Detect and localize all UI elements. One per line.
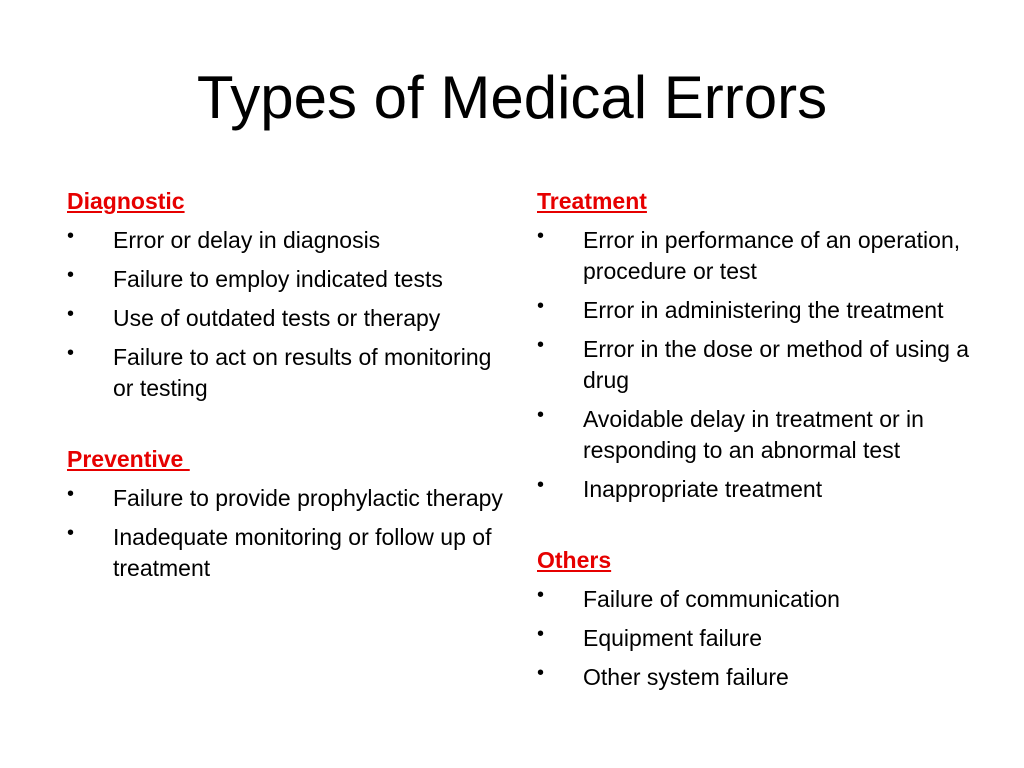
section-heading: Others <box>537 547 612 573</box>
list-item <box>537 334 977 396</box>
bullet-icon: • <box>537 295 545 317</box>
list-item <box>537 404 977 466</box>
list-item <box>537 225 977 287</box>
bullet-icon: • <box>537 404 545 426</box>
bullet-icon: • <box>537 225 545 247</box>
list-item <box>67 303 507 334</box>
list-item <box>67 483 507 514</box>
section-spacer <box>67 412 507 444</box>
bullet-icon: • <box>67 483 75 505</box>
list-item-text: Failure to provide prophylactic therapy <box>113 485 503 511</box>
bullet-icon: • <box>67 264 75 286</box>
section-heading: Preventive <box>67 446 190 472</box>
list-item <box>67 225 507 256</box>
list-item-text: Failure to employ indicated tests <box>113 266 443 292</box>
section-diagnostic <box>67 186 507 404</box>
bullet-list <box>67 225 507 404</box>
list-item-text: Error in performance of an operation, procedure or test <box>583 227 961 284</box>
section-heading: Treatment <box>537 188 647 214</box>
bullet-icon: • <box>537 584 545 606</box>
section-spacer <box>537 513 977 545</box>
bullet-icon: • <box>537 662 545 684</box>
bullet-list <box>537 584 977 693</box>
list-item <box>537 295 977 326</box>
slide-title: Types of Medical Errors <box>196 64 828 131</box>
list-item <box>537 623 977 654</box>
list-item-text: Failure to act on results of monitoring or testing <box>113 344 492 401</box>
list-item-text: Inappropriate treatment <box>583 476 823 502</box>
bullet-icon: • <box>537 474 545 496</box>
bullet-icon: • <box>67 522 75 544</box>
list-item-text: Avoidable delay in treatment or in responding to an abnormal test <box>583 406 924 463</box>
list-item <box>537 662 977 693</box>
list-item-text: Error in the dose or method of using a drug <box>583 336 970 393</box>
list-item-text: Other system failure <box>583 664 789 690</box>
list-item <box>537 584 977 615</box>
list-item <box>67 522 507 584</box>
left-column <box>67 186 507 592</box>
list-item-text: Failure of communication <box>583 586 840 612</box>
bullet-list <box>537 225 977 505</box>
list-item-text: Use of outdated tests or therapy <box>113 305 441 331</box>
bullet-icon: • <box>67 303 75 325</box>
list-item-text: Error in administering the treatment <box>583 297 944 323</box>
bullet-icon: • <box>537 623 545 645</box>
list-item <box>67 264 507 295</box>
section-heading: Diagnostic <box>67 188 185 214</box>
section-others <box>537 545 977 693</box>
bullet-icon: • <box>67 225 75 247</box>
bullet-list <box>67 483 507 584</box>
list-item <box>537 474 977 505</box>
list-item-text: Inadequate monitoring or follow up of treatment <box>113 524 492 581</box>
bullet-icon: • <box>67 342 75 364</box>
list-item-text: Error or delay in diagnosis <box>113 227 381 253</box>
bullet-icon: • <box>537 334 545 356</box>
right-column <box>537 186 977 701</box>
list-item-text: Equipment failure <box>583 625 762 651</box>
section-preventive <box>67 444 507 584</box>
section-treatment <box>537 186 977 505</box>
list-item <box>67 342 507 404</box>
